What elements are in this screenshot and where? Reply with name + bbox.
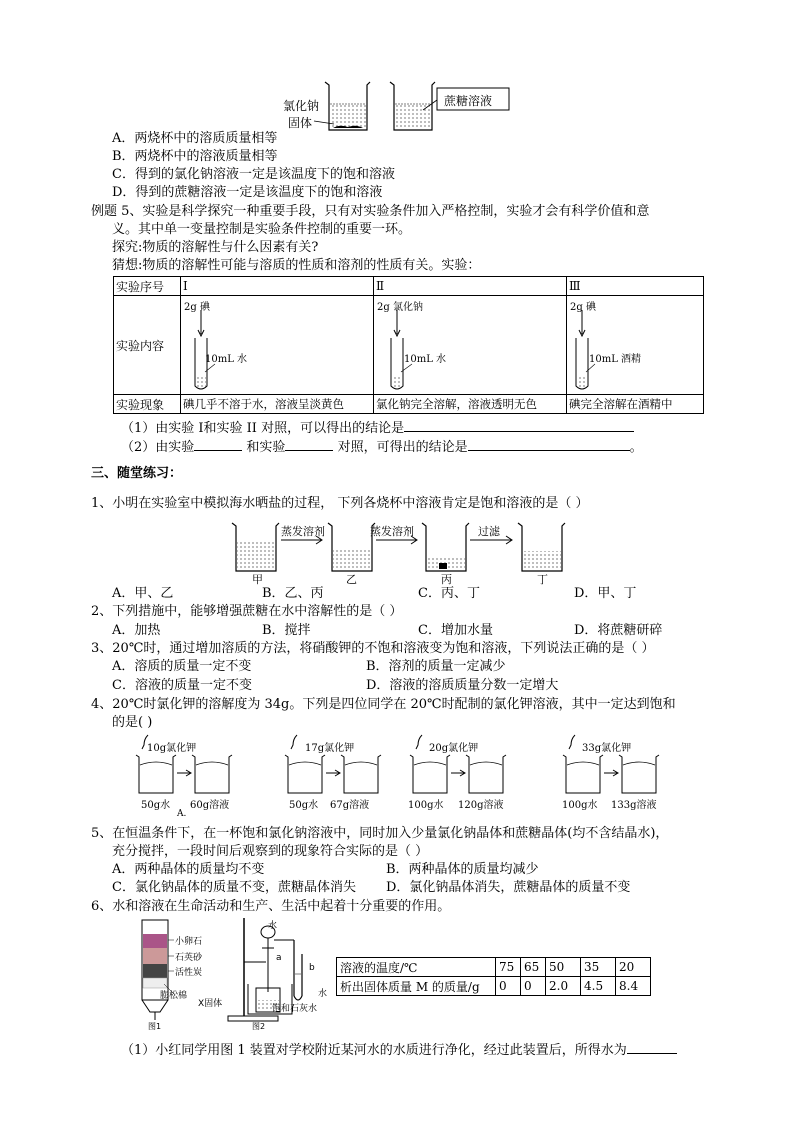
ex4-option-b: B．两烧杯中的溶液质量相等 bbox=[112, 149, 278, 164]
row-label-content: 实验内容 bbox=[114, 296, 181, 395]
top-beakers-drawing bbox=[0, 0, 794, 135]
temp-cell-1: 75 bbox=[496, 958, 521, 977]
q4-salt-4: 33g氯化钾 bbox=[582, 743, 632, 754]
fig2-label-a: a bbox=[276, 953, 282, 963]
temp-row-label: 溶液的温度/℃ bbox=[337, 958, 496, 977]
ex5-q2-blank-1[interactable] bbox=[194, 438, 242, 451]
tube3-solute: 2g 碘 bbox=[570, 302, 596, 313]
ex4-option-d: D．得到的蔗糖溶液一定是该温度下的饱和溶液 bbox=[112, 185, 383, 200]
nacl-label-1: 氯化钠 bbox=[283, 99, 320, 113]
q6-figure2-apparatus bbox=[222, 914, 332, 1034]
test-tube-3 bbox=[567, 296, 627, 396]
mass-cell-5: 8.4 bbox=[616, 977, 651, 996]
q3-option-c: C．溶液的质量一定不变 bbox=[112, 678, 252, 693]
fig2-label-b: b bbox=[309, 963, 315, 973]
exp-phenomenon-2: 氯化钠完全溶解，溶液透明无色 bbox=[374, 395, 567, 414]
row-label-number: 实验序号 bbox=[114, 277, 181, 296]
fig2-label-water-top: 水 bbox=[268, 921, 278, 931]
ex4-option-a: A．两烧杯中的溶质质量相等 bbox=[112, 131, 278, 146]
temp-cell-4: 35 bbox=[581, 958, 616, 977]
row-label-phenomenon: 实验现象 bbox=[114, 395, 181, 414]
exp-number-2: Ⅱ bbox=[374, 277, 567, 296]
fig2-label-solid-x: X固体 bbox=[198, 999, 223, 1009]
ex5-q1 bbox=[121, 419, 634, 437]
tube2-solute: 2g 氯化钠 bbox=[377, 302, 423, 313]
q4-stem-1: 4、20℃时氯化钾的溶解度为 34g。下列是四位同学在 20℃时配制的氯化钾溶液，其中一定达到饱和 bbox=[91, 697, 676, 712]
q4-solution-4: 133g溶液 bbox=[611, 800, 657, 811]
ex5-q2-text-b: 和实验 bbox=[246, 440, 286, 455]
q1-option-b: B．乙、丙 bbox=[262, 586, 324, 601]
mass-row-label: 析出固体质量 M 的质量/g bbox=[337, 977, 496, 996]
q1-beaker-yi: 乙 bbox=[346, 573, 357, 586]
exp-number-3: Ⅲ bbox=[567, 277, 704, 296]
q1-arrow-label-2: 蒸发溶剂 bbox=[370, 525, 414, 538]
q1-beaker-ding: 丁 bbox=[537, 573, 548, 586]
q1-stem: 1、小明在实验室中模拟海水晒盐的过程， 下列各烧杯中溶液肯定是饱和溶液的是（ ） bbox=[91, 496, 589, 511]
fig1-label-sand: 石英砂 bbox=[175, 953, 203, 963]
ex5-q2 bbox=[121, 438, 643, 456]
q1-option-a: A．甲、乙 bbox=[112, 586, 174, 601]
ex4-option-c: C．得到的氯化钠溶液一定是该温度下的饱和溶液 bbox=[112, 167, 395, 182]
test-tube-2 bbox=[374, 296, 434, 396]
q5-option-c: C．氯化钠晶体的质量不变，蔗糖晶体消失 bbox=[112, 880, 356, 895]
q2-option-d: D．将蔗糖研碎 bbox=[574, 623, 663, 638]
q2-option-c: C．增加水量 bbox=[418, 623, 493, 638]
tube3-solvent: 10mL 酒精 bbox=[589, 354, 642, 365]
exp-content-3 bbox=[567, 296, 704, 395]
q6-sub1 bbox=[121, 1041, 677, 1059]
fig2-label-water: 水 bbox=[318, 989, 328, 999]
q2-option-a: A．加热 bbox=[112, 623, 161, 638]
ex5-q1-blank[interactable] bbox=[404, 419, 634, 432]
section3-title: 三、随堂练习： bbox=[91, 466, 183, 481]
ex5-line3: 探究:物质的溶解性与什么因素有关? bbox=[112, 240, 319, 255]
temp-cell-3: 50 bbox=[546, 958, 581, 977]
q5-stem-2: 充分搅拌，一段时间后观察到的现象符合实际的是（ ） bbox=[112, 844, 429, 859]
q3-stem: 3、20℃时，通过增加溶质的方法，将硝酸钾的不饱和溶液变为饱和溶液，下列说法正确的是（ ） bbox=[91, 641, 655, 656]
fig1-label-carbon: 活性炭 bbox=[175, 968, 203, 978]
fig2-caption: 图2 bbox=[252, 1022, 266, 1031]
ex5-line4: 猜想:物质的溶解性可能与溶质的性质和溶剂的性质有关。实验： bbox=[112, 258, 481, 273]
mass-cell-4: 4.5 bbox=[581, 977, 616, 996]
temp-cell-5: 20 bbox=[616, 958, 651, 977]
q6-sub1-blank[interactable] bbox=[627, 1041, 677, 1054]
temp-cell-2: 65 bbox=[521, 958, 546, 977]
q4-salt-2: 17g氯化钾 bbox=[305, 743, 355, 754]
q4-water-1: 50g水 bbox=[141, 800, 171, 811]
q4-water-3: 100g水 bbox=[408, 800, 444, 811]
q4-stem-2: 的是( ) bbox=[112, 715, 153, 730]
q4-salt-3: 20g氯化钾 bbox=[429, 743, 479, 754]
q6-sub1-text: （1）小红同学用图 1 装置对学校附近某河水的水质进行净化，经过此装置后，所得水为 bbox=[121, 1043, 627, 1058]
ex5-line2: 义。其中单一变量控制是实验条件控制的重要一环。 bbox=[112, 222, 412, 237]
q4-tag-1: A. bbox=[177, 809, 187, 819]
ex5-q1-text: （1）由实验 I和实验 II 对照，可以得出的结论是 bbox=[121, 421, 405, 436]
q3-option-a: A．溶质的质量一定不变 bbox=[112, 659, 252, 674]
ex5-q2-text-c: 对照，可得出的结论是 bbox=[337, 440, 468, 455]
q4-salt-1: 10g氯化钾 bbox=[147, 743, 197, 754]
test-tube-1 bbox=[181, 296, 241, 396]
tube2-solvent: 10mL 水 bbox=[404, 354, 447, 365]
experiment-table bbox=[113, 276, 704, 414]
ex5-line1: 例题 5、实验是科学探究一种重要手段，只有对实验条件加入严格控制，实验才会有科学价值和意 bbox=[91, 204, 650, 219]
fig1-label-pebble: 小卵石 bbox=[175, 937, 203, 947]
q2-option-b: B．搅拌 bbox=[262, 623, 311, 638]
exp-number-1: I bbox=[181, 277, 374, 296]
q5-option-a: A．两种晶体的质量均不变 bbox=[112, 862, 265, 877]
exp-content-1 bbox=[181, 296, 374, 395]
q4-solution-1: 60g溶液 bbox=[190, 800, 230, 811]
q4-solution-2: 67g溶液 bbox=[330, 800, 370, 811]
q6-stem: 6、水和溶液在生命活动和生产、生活中起着十分重要的作用。 bbox=[91, 899, 451, 914]
q4-water-4: 100g水 bbox=[562, 800, 598, 811]
exp-phenomenon-3: 碘完全溶解在酒精中 bbox=[567, 395, 704, 414]
q3-option-d: D．溶液的溶质质量分数一定增大 bbox=[366, 678, 559, 693]
mass-cell-3: 2.0 bbox=[546, 977, 581, 996]
q2-stem: 2、下列措施中，能够增强蔗糖在水中溶解性的是（ ） bbox=[91, 604, 403, 619]
q5-option-d: D．氯化钠晶体消失，蔗糖晶体的质量不变 bbox=[386, 880, 631, 895]
q1-arrow-label-3: 过滤 bbox=[478, 525, 500, 538]
q3-option-b: B．溶剂的质量一定减少 bbox=[366, 659, 506, 674]
tube1-solvent: 10mL 水 bbox=[205, 354, 248, 365]
q4-solution-3: 120g溶液 bbox=[458, 800, 504, 811]
ex5-q2-end: 。 bbox=[629, 440, 643, 455]
q4-water-2: 50g水 bbox=[289, 800, 319, 811]
sucrose-label: 蔗糖溶液 bbox=[444, 94, 493, 108]
exp-phenomenon-1: 碘几乎不溶于水，溶液呈淡黄色 bbox=[181, 395, 374, 414]
ex5-q2-blank-3[interactable] bbox=[468, 438, 630, 451]
tube1-solute: 2g 碘 bbox=[184, 302, 210, 313]
q1-option-c: C．丙、丁 bbox=[418, 586, 480, 601]
fig1-caption: 图1 bbox=[148, 1022, 162, 1031]
q6-temperature-table bbox=[336, 957, 651, 996]
q1-option-d: D．甲、丁 bbox=[574, 586, 637, 601]
nacl-label-2: 固体 bbox=[288, 116, 313, 130]
mass-cell-2: 0 bbox=[521, 977, 546, 996]
mass-cell-1: 0 bbox=[496, 977, 521, 996]
exp-content-2 bbox=[374, 296, 567, 395]
q5-stem-1: 5、在恒温条件下，在一杯饱和氯化钠溶液中，同时加入少量氯化钠晶体和蔗糖晶体(均不含结晶水)， bbox=[91, 826, 669, 841]
q5-option-b: B．两种晶体的质量均减少 bbox=[386, 862, 539, 877]
q1-arrow-label-1: 蒸发溶剂 bbox=[281, 525, 325, 538]
fig1-label-cotton: 膨松棉 bbox=[160, 991, 188, 1001]
q1-beaker-jia: 甲 bbox=[252, 573, 263, 586]
fig2-label-limewater: 饱和石灰水 bbox=[272, 1004, 318, 1014]
ex5-q2-blank-2[interactable] bbox=[285, 438, 333, 451]
q1-beaker-bing: 丙 bbox=[441, 573, 452, 586]
ex5-q2-text-a: （2）由实验 bbox=[121, 440, 195, 455]
